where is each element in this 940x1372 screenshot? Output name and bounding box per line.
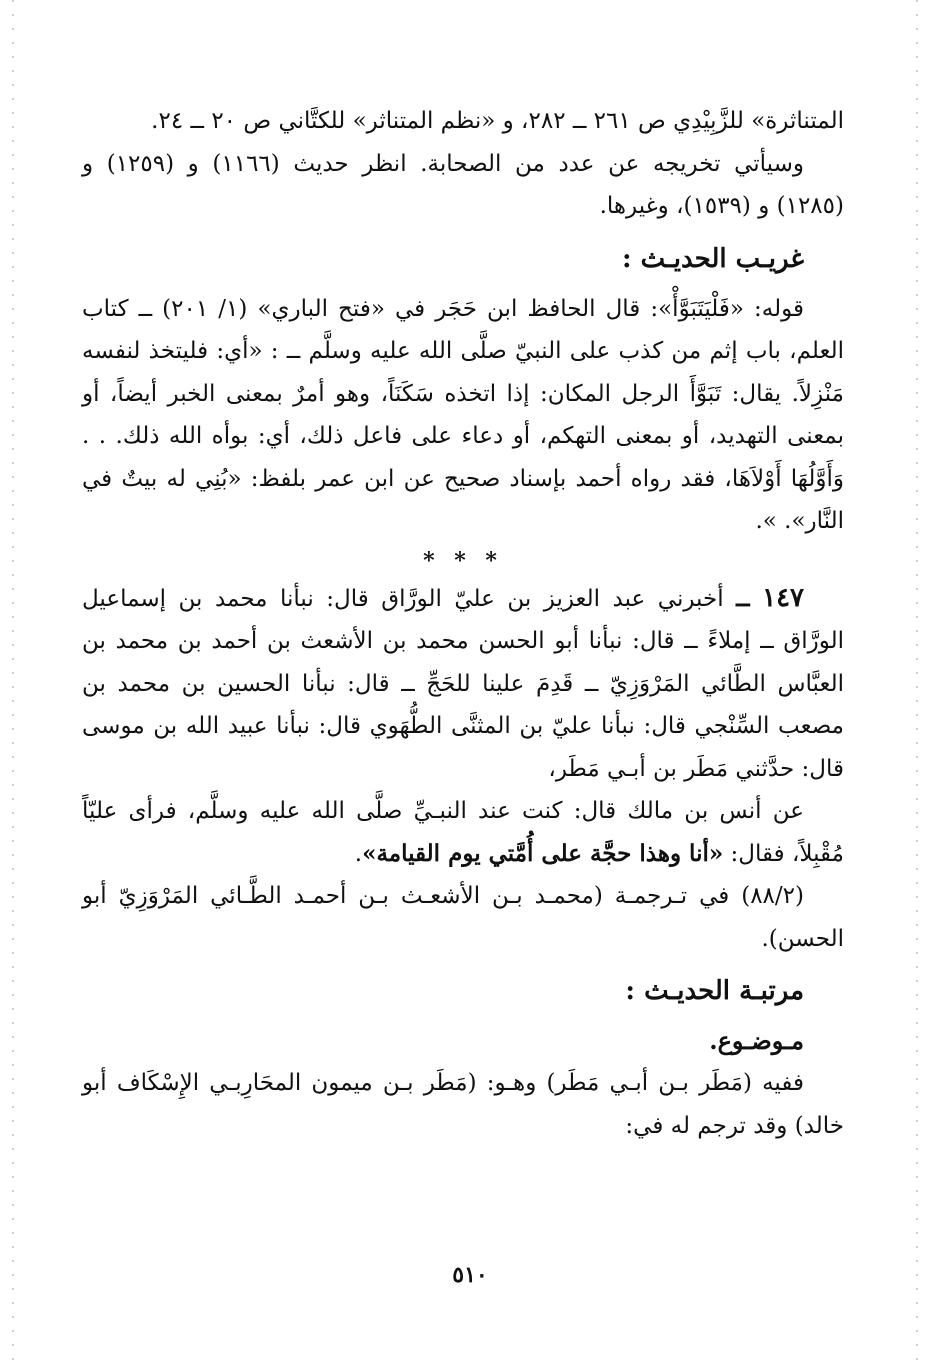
- intro-paragraph: وسيأتي تخريجه عن عدد من الصحابة. انظر حديث (١١٦٦) و (١٢٥٩) و (١٢٨٥) و (١٥٣٩)، وغيرها.: [82, 150, 844, 219]
- hadith-matn-quote: «أنا وهذا حجَّة على أُمَّتي يوم القيامة»: [362, 839, 724, 867]
- hadith-matn-intro: عن أنس بن مالك قال: كنت عند النبـيِّ صلَّى الله عليه وسلَّم، فرأى عليّاً مُقْبِلاً، فقال:: [82, 798, 844, 867]
- hadith-matn-paragraph: [82, 790, 844, 875]
- section-separator: * * *: [423, 547, 503, 574]
- hadith-number: ١٤٧: [762, 582, 805, 613]
- hadith-grade: مـوضـوع.: [709, 1026, 804, 1055]
- hadith-number-dash: ــ: [736, 584, 750, 612]
- hadith-isnad-paragraph: [82, 577, 844, 791]
- gharib-paragraph: قوله: «فَلْيَتَبَوَّأْ»: قال الحافظ ابن حَجَر في «فتح الباري» (١/ ٢٠١) ــ كتاب العلم، باب إثم من كذب على النبيّ صلَّى الله عليه وسلَّم ــ : «أي: فليتخذ لنفسه مَنْزِلاً. يقال: تَبَوَّأَ الرجل المكان: إذا اتخذه سَكَنَاً، وهو أمرٌ بمعنى الخبر أيضاً، أو بمعنى التهديد، أو بمعنى التهكم، أو دعاء على فاعل ذلك، أي: بوأه الله ذلك. . . وَأَوَّلُهَا أَوْلاَهَا، فقد رواه أحمد بإسناد صحيح عن ابن عمر بلفظ: «بُنِي له بيتٌ في النَّار». ».: [82, 295, 844, 534]
- page-edge-left: [12, 0, 14, 1372]
- document-page: [82, 100, 844, 1300]
- page-edge-right: [916, 0, 918, 1372]
- page-number: ٥١٠: [452, 1262, 488, 1288]
- hadith-reference: (٨٨/٢) في تـرجمـة (محمـد بـن الأشعـث بـن أحمـد الطَّـائي المَرْوَزِيّ أبو الحسن).: [82, 883, 844, 952]
- intro-line: المتناثرة» للزَّبِيْدِي ص ٢٦١ ــ ٢٨٢، و «نظم المتناثر» للكتَّاني ص ٢٠ ــ ٢٤.: [151, 108, 844, 134]
- martaba-paragraph: ففيه (مَطَر بـن أبـي مَطَر) وهـو: (مَطَر بـن ميمون المحَارِبـي الإِسْكَاف أبو خالد) وقد ترجم له في:: [82, 1070, 844, 1139]
- section-heading-martaba: مرتبـة الحديـث :: [625, 976, 804, 1006]
- hadith-matn-end: .: [354, 840, 363, 867]
- hadith-isnad: أخبرني عبد العزيز بن عليّ الورَّاق قال: نبأنا محمد بن إسماعيل الورَّاق ــ إملاءً ــ قال: نبأنا أبو الحسن محمد بن الأشعث بن أحمد بن محمد بن العبَّاس الطَّائي المَرْوَزِيّ ــ قَدِمَ علينا للحَجِّ ــ قال: نبأنا الحسين بن محمد بن مصعب السِّنْجي قال: نبأنا عليّ بن المثنَّى الطُّهَوي قال: نبأنا عبيد الله بن موسى قال: حدَّثني مَطَر بن أبـي مَطَر،: [82, 585, 844, 782]
- section-heading-gharib: غريـب الحديـث :: [622, 243, 804, 274]
